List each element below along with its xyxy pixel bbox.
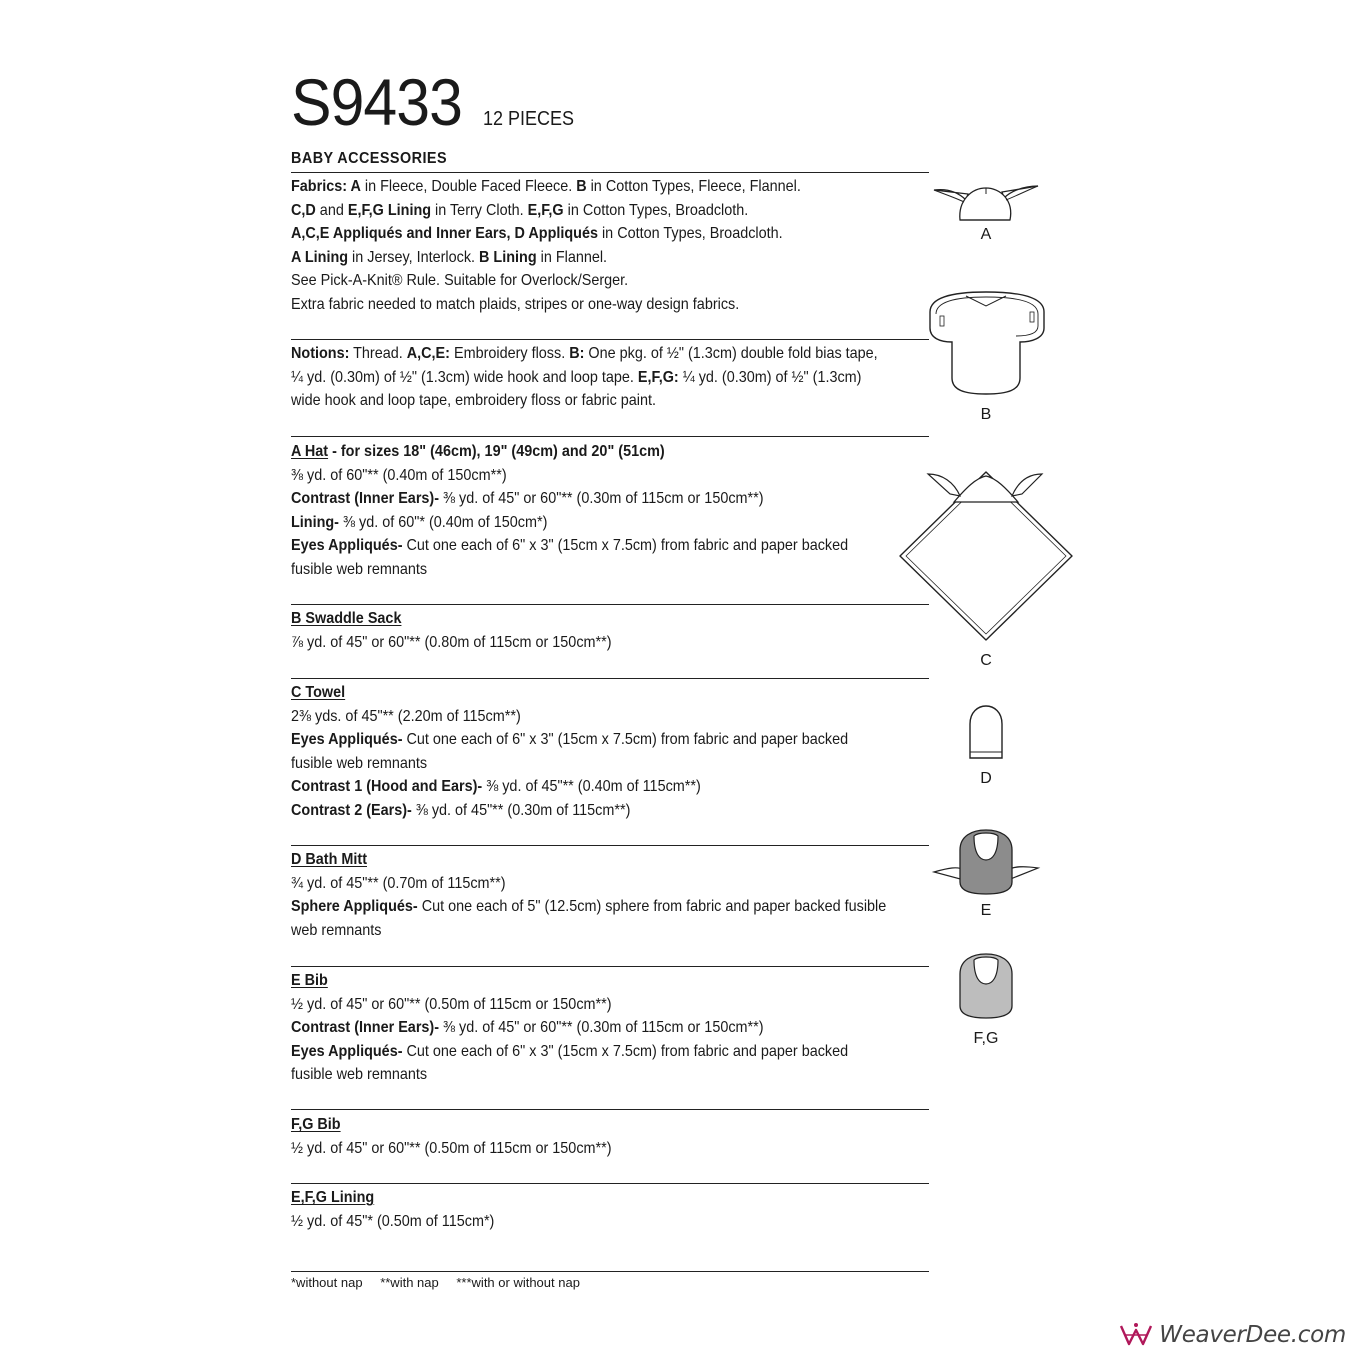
hooded-towel-icon <box>894 468 1078 652</box>
yardage-line <box>291 728 885 752</box>
label-text: E,F,G: <box>637 368 679 386</box>
yardage-line <box>291 558 885 582</box>
yardage-line <box>291 919 885 943</box>
view-e-bib-illustration <box>930 826 1042 898</box>
view-title-suffix: - for sizes 18" (46cm), 19" (49cm) and 20" (51cm) <box>328 443 665 460</box>
body-text: fusible web remnants <box>291 560 428 578</box>
body-text: ⅜ yd. of 45" or 60"** (0.30m of 115cm or 150cm**) <box>439 490 764 507</box>
fabric-line <box>291 246 885 270</box>
divider <box>291 1271 929 1272</box>
yardage-line <box>291 631 885 655</box>
yardage-line <box>291 1063 885 1087</box>
divider <box>291 966 929 967</box>
body-text: ½ yd. of 45"* (0.50m of 115cm*) <box>291 1212 495 1230</box>
yardage-line <box>291 895 885 919</box>
label-text: Contrast 2 (Ears)- <box>291 801 412 819</box>
label-text: B Lining <box>479 248 537 266</box>
fabric-line <box>291 293 885 317</box>
view-heading <box>291 848 885 872</box>
body-text: in Cotton Types, Fleece, Flannel. <box>586 178 801 195</box>
view-d-yardage <box>291 848 951 942</box>
label-text: B <box>576 178 587 195</box>
body-text: ⅜ yd. of 45"** (0.30m of 115cm**) <box>411 801 631 819</box>
view-fg-yardage <box>291 1113 951 1160</box>
label-text: E,F,G Lining <box>347 201 432 219</box>
watermark-text: WeaverDee.com <box>1159 1322 1346 1348</box>
category-title: BABY ACCESSORIES <box>291 150 448 167</box>
label-text: A,C,E: <box>406 345 450 362</box>
body-text: Extra fabric needed to match plaids, stripes or one-way design fabrics. <box>291 295 740 313</box>
divider <box>291 604 929 605</box>
divider <box>291 339 929 340</box>
view-a-hat-illustration <box>930 180 1042 224</box>
divider <box>291 845 929 846</box>
body-text: ⅜ yd. of 45"** (0.40m of 115cm**) <box>482 778 701 795</box>
yardage-line <box>291 752 885 776</box>
view-d-mitt-illustration <box>966 704 1006 760</box>
body-text: ¼ yd. (0.30m) of ½" (1.3cm) <box>678 368 862 386</box>
footnote: **with nap <box>380 1275 439 1290</box>
view-fg-bib-illustration <box>956 950 1016 1022</box>
body-text: fusible web remnants <box>291 1066 428 1083</box>
body-text: web remnants <box>291 921 382 939</box>
notions-line <box>291 342 885 366</box>
yardage-line <box>291 1016 885 1040</box>
body-text: Cut one each of 6" x 3" (15cm x 7.5cm) from fabric and paper backed <box>402 731 849 748</box>
yardage-line <box>291 1137 885 1161</box>
view-title: E,F,G Lining <box>291 1189 375 1206</box>
pattern-number: S9433 <box>291 65 462 139</box>
yardage-line <box>291 872 885 896</box>
view-label: C <box>980 652 992 669</box>
body-text: fusible web remnants <box>291 754 428 772</box>
view-b-swaddle-illustration <box>920 288 1052 396</box>
yardage-line <box>291 464 885 488</box>
yardage-line <box>291 705 885 729</box>
body-text: in Cotton Types, Broadcloth. <box>563 201 749 219</box>
notions-section <box>291 342 951 413</box>
view-label: A <box>980 226 992 243</box>
notions-line <box>291 389 885 413</box>
view-a-yardage <box>291 440 951 581</box>
fabric-line <box>291 222 885 246</box>
body-text: Cut one each of 6" x 3" (15cm x 7.5cm) from fabric and paper backed <box>402 537 849 554</box>
view-title: E Bib <box>291 972 328 989</box>
piece-count: 12 PIECES <box>483 108 575 130</box>
body-text: in Terry Cloth. <box>431 201 528 219</box>
fabric-line <box>291 199 885 223</box>
footnote: ***with or without nap <box>456 1275 580 1290</box>
yardage-line <box>291 775 885 799</box>
view-heading <box>291 1113 885 1137</box>
body-text: Cut one each of 5" (12.5cm) sphere from fabric and paper backed fusible <box>417 898 887 915</box>
body-text: ⅞ yd. of 45" or 60"** (0.80m of 115cm or 150cm**) <box>291 633 612 651</box>
body-text: wide hook and loop tape, embroidery floss or fabric paint. <box>291 392 657 409</box>
body-text: ½ yd. of 45" or 60"** (0.50m of 115cm or 150cm**) <box>291 995 612 1013</box>
fabrics-section <box>291 175 951 316</box>
weaverdee-logo-icon <box>1119 1322 1153 1348</box>
fabric-line <box>291 269 885 293</box>
view-c-yardage <box>291 681 951 822</box>
view-title: A Hat <box>291 443 329 460</box>
body-text: in Flannel. <box>536 248 608 266</box>
view-heading <box>291 681 885 705</box>
bib-icon <box>956 950 1016 1022</box>
label-text: Contrast (Inner Ears)- <box>291 490 440 507</box>
watermark <box>1119 1322 1346 1348</box>
yardage-line <box>291 511 885 535</box>
body-text: One pkg. of ½" (1.3cm) double fold bias tape, <box>584 345 878 362</box>
yardage-line <box>291 993 885 1017</box>
body-text: in Fleece, Double Faced Fleece. <box>360 178 577 195</box>
label-text: Contrast (Inner Ears)- <box>291 1019 440 1036</box>
yardage-line <box>291 799 885 823</box>
yardage-line <box>291 534 885 558</box>
body-text: ½ yd. of 45" or 60"** (0.50m of 115cm or 150cm**) <box>291 1139 612 1157</box>
view-label: E <box>980 902 992 919</box>
divider <box>291 1109 929 1110</box>
view-label: F,G <box>973 1030 999 1047</box>
label-text: Eyes Appliqués- <box>291 537 403 554</box>
view-label: B <box>980 406 992 423</box>
body-text: in Cotton Types, Broadcloth. <box>597 225 783 242</box>
divider <box>291 436 929 437</box>
view-c-towel-illustration <box>894 468 1078 652</box>
view-heading <box>291 607 885 631</box>
label-text: Eyes Appliqués- <box>291 731 403 748</box>
label-text: A,C,E Appliqués and Inner Ears, D Appliqués <box>291 225 598 242</box>
body-text: ⅜ yd. of 60"** (0.40m of 150cm**) <box>291 466 507 484</box>
view-heading <box>291 440 885 464</box>
view-heading <box>291 1186 885 1210</box>
body-text: ¼ yd. (0.30m) of ½" (1.3cm) wide hook and loop tape. <box>291 368 638 386</box>
label-text: Fabrics: A <box>291 178 361 195</box>
view-heading <box>291 969 885 993</box>
label-text: Sphere Appliqués- <box>291 898 418 915</box>
notions-line <box>291 366 885 390</box>
swaddle-sack-icon <box>920 288 1052 396</box>
view-title: B Swaddle Sack <box>291 610 402 627</box>
label-text: Contrast 1 (Hood and Ears)- <box>291 778 483 795</box>
divider <box>291 172 929 173</box>
body-text: in Jersey, Interlock. <box>348 248 480 266</box>
label-text: Lining- <box>291 513 339 531</box>
body-text: and <box>315 201 348 219</box>
hat-icon <box>930 180 1042 224</box>
body-text: Thread. <box>349 345 407 362</box>
yardage-line <box>291 1040 885 1064</box>
bath-mitt-icon <box>966 704 1006 760</box>
view-b-yardage <box>291 607 951 654</box>
label-text: C,D <box>291 201 316 219</box>
body-text: 2⅜ yds. of 45"** (2.20m of 115cm**) <box>291 707 521 725</box>
eared-bib-icon <box>930 826 1042 898</box>
footnote: *without nap <box>291 1275 363 1290</box>
label-text: Eyes Appliqués- <box>291 1042 403 1060</box>
body-text: See Pick-A-Knit® Rule. Suitable for Overlock/Serger. <box>291 272 629 289</box>
divider <box>291 1183 929 1184</box>
body-text: Cut one each of 6" x 3" (15cm x 7.5cm) from fabric and paper backed <box>402 1042 849 1060</box>
view-title: D Bath Mitt <box>291 851 367 868</box>
view-efg-lining-yardage <box>291 1186 951 1233</box>
view-title: F,G Bib <box>291 1116 341 1133</box>
view-label: D <box>980 770 992 787</box>
label-text: B: <box>569 345 585 362</box>
body-text: ¾ yd. of 45"** (0.70m of 115cm**) <box>291 874 506 892</box>
label-text: E,F,G <box>527 201 564 219</box>
body-text: Embroidery floss. <box>449 345 570 362</box>
body-text: ⅜ yd. of 45" or 60"** (0.30m of 115cm or 150cm**) <box>439 1019 764 1036</box>
view-title: C Towel <box>291 684 346 701</box>
footnotes <box>291 1275 594 1290</box>
label-text: A Lining <box>291 248 349 266</box>
view-e-yardage <box>291 969 951 1087</box>
label-text: Notions: <box>291 345 350 362</box>
yardage-line <box>291 487 885 511</box>
yardage-line <box>291 1210 885 1234</box>
body-text: ⅜ yd. of 60"* (0.40m of 150cm*) <box>338 513 548 531</box>
divider <box>291 678 929 679</box>
fabric-line <box>291 175 885 199</box>
